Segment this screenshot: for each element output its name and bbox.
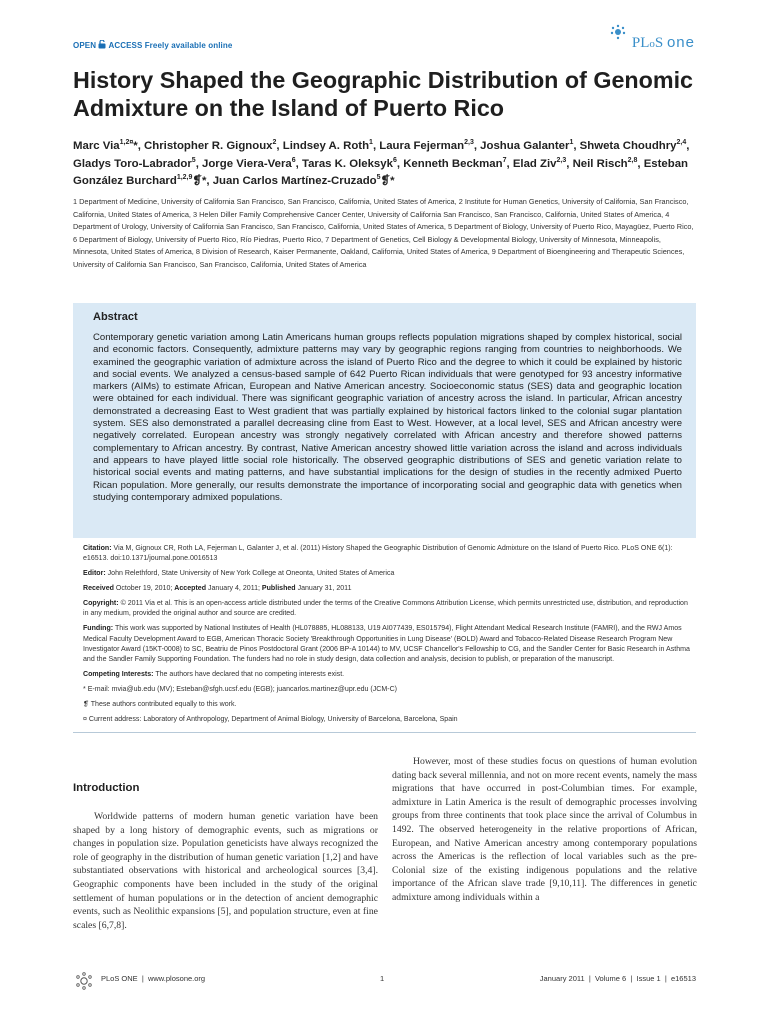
open-label: OPEN [73,41,97,50]
competing-interests: Competing Interests: The authors have declared that no competing interests exist. [83,671,345,679]
copyright: Copyright: © 2011 Via et al. This is an open-access article distributed under the terms of the Creative Commons Attribution License, which permits unrestricted use, distribution, and reproduction in any medium, provided the original author and source are credited. [83,600,688,618]
abstract-heading: Abstract [93,311,138,323]
footer-journal-link[interactable]: PLoS ONE | www.plosone.org [101,974,206,983]
access-label: ACCESS Freely available online [108,41,233,50]
open-lock-icon [98,40,106,49]
body-column-right: However, most of these studies focus on questions of human evolution dating back several millennia, and not on more recent events, namely the mass migrations that have occurred in post-Columbian times. For example, admixture in Latin America is the result of demographic processes involving groups from three continents that took place since the arrival of Columbus in 1492. The observed heterogeneity in the relative proportions of African, European, and Native American ancestry among contemporary populations across the Americas is the reflection of local variables such as the pre-Colonial size of the existing indigenous populations and the relative importance of the African slave trade [9,10,11]. The differences in genetic admixture among individuals within a [392,756,697,903]
dates: Received October 19, 2010; Accepted January 4, 2011; Published January 31, 2011 [83,585,352,593]
introduction-heading: Introduction [73,782,140,794]
footer-issue-info: January 2011 | Volume 6 | Issue 1 | e16513 [539,974,696,983]
editor: Editor: John Relethford, State University of New York College at Oneonta, United States of America [83,570,395,578]
body-column-left: Worldwide patterns of modern human genetic variation have been shaped by a long history of demographic events, such as migrations or changes in population size. Population geneticists have always recognized the role of geography in the distribution of human genetic variation [1,2] and have substantiated observations with historical and archeological sources [3,4]. Geographic components have been included in the study of the original settlement of human populations or in the detection of ancient demographic events, such as Neolithic expansions [5], and population structure, even at fine scales [6,7,8]. [73,811,378,931]
article-metadata [83,544,695,725]
plos-sun-icon [607,24,629,40]
funding: Funding: This work was supported by National Institutes of Health (HL078885, HL088133, U19 AI077439, ES015794), Flight Attendant Medical Research Institute (FAMRI), and the RWJ Amos Medical Faculty Development Award to EGB, American Thoracic Society 'Breakthrough Opportunities in Lung Disease' (BOLD) Award and Tobacco-Related Disease Research Program New Investigator Award (15KT-0008) to SC, Beatriu de Pinos Postdoctoral Grant (2006 BP-A 10144) to MV, UCSF Chancellor's Fellowship to CG, and the Sandler Center for Basic Research in Asthma and the Sandler Family Supporting Foundation. The funders had no role in study design, data collection and analysis, decision to publish, or preparation of the manuscript. [83,625,690,664]
abstract-text: Contemporary genetic variation among Latin Americans human groups reflects population migrations shaped by complex historical, social and economic factors. Consequently, admixture patterns may vary by geographic regions ranging from countries to neighborhoods. We examined the geographic variation of admixture across the island of Puerto Rico and the degree to which it could be explained by historic and social events. We analyzed a census-based sample of 642 Puerto Rican individuals that were genotyped for 93 ancestry informative markers (AIMs) to estimate African, European and Native American ancestry. Socioeconomic status (SES) data and geographic location were obtained for each individual. There was significant geographic variation of ancestry across the island. In particular, African ancestry demonstrated a decreasing East to West gradient that was partially explained by historical factors linked to the colonial sugar plantation system. SES also demonstrated a parallel decreasing cline from East to West. However, at a local level, SES and African ancestry were negatively correlated. European ancestry was strongly negatively correlated with African ancestry and therefore showed patterns complementary to African ancestry. By contrast, Native American ancestry showed little variation across the island and across individuals and appears to have played little social role historically. The observed geographic distributions of SES and genetic variation relate to historical social events and mating patterns, and have substantial implications for the design of studies in the recently admixed Puerto Rican population. More generally, our results demonstrate the importance of incorporating social and geographic data with genetics when studying contemporary admixed populations. [93,332,682,503]
plos-footer-icon [73,972,95,990]
open-access-banner [73,40,232,50]
email-link[interactable]: * E-mail: mvia@ub.edu (MV); Esteban@sfgh.ucsf.edu (EGB); juancarlos.martinez@upr.edu (JCM-C) [83,686,398,694]
citation: Citation: Via M, Gignoux CR, Roth LA, Fejerman L, Galanter J, et al. (2011) History Shaped the Geographic Distribution of Genomic Admixture on the Island of Puerto Rico. PLoS ONE 6(1): e16513. doi:10.1371/journal.pone.0016513 [83,545,673,563]
affiliations: 1 Department of Medicine, University of California San Francisco, San Francisco, California, United States of America, 2 Institute for Human Genetics, University of California, San Francisco, California, United States of America, 3 Helen Diller Family Comprehensive Cancer Center, University of California San Francisco, San Francisco, California, United States of America, 4 Department of Urology, University of California San Francisco, San Francisco, California, United States of America, 5 Department of Biology, University of Puerto Rico, Mayagüez, Puerto Rico, 6 Department of Biology, University of Puerto Rico, Río Piedras, Puerto Rico, 7 Department of Genetics, Cell Biology & Developmental Biology, University of Minnesota, Minneapolis, Minnesota, United States of America, 8 Division of Research, Kaiser Permanente, Oakland, California, United States of America, 9 Department of Bioengineering and Therapeutic Sciences, University of California San Francisco, San Francisco, California, United States of America [73,197,694,269]
author-list: Marc Via$^{1,2¤}$*, Christopher R. Gignoux$^2$, Lindsey A. Roth$^1$, Laura Fejerman$^{2,3}$, Joshua Galanter$^1$, Shweta Choudhry$^{2,4}$, Gladys Toro-Labrador$^5$, Jorge Viera-Vera$^6$, Taras K. Oleksyk$^6$, Kenneth Beckman$^7$, Elad Ziv$^{2,3}$, Neil Risch$^{2,8}$, Esteban González Burchard$^{1,2,9}$❡*, Juan Carlos Martínez-Cruzado$^5$❡* [73,139,690,187]
journal-logo-text: PLoS one [631,34,695,51]
current-address-note: ¤ Current address: Laboratory of Anthropology, Department of Animal Biology, University of Barcelona, Barcelona, Spain [83,716,458,724]
equal-contribution-note: ❡ These authors contributed equally to this work. [83,701,237,709]
article-title: History Shaped the Geographic Distribution of Genomic Admixture on the Island of Puerto Rico [73,67,694,121]
page-number: 1 [380,974,385,983]
journal-logo[interactable] [595,24,695,54]
metadata-divider [73,732,696,733]
